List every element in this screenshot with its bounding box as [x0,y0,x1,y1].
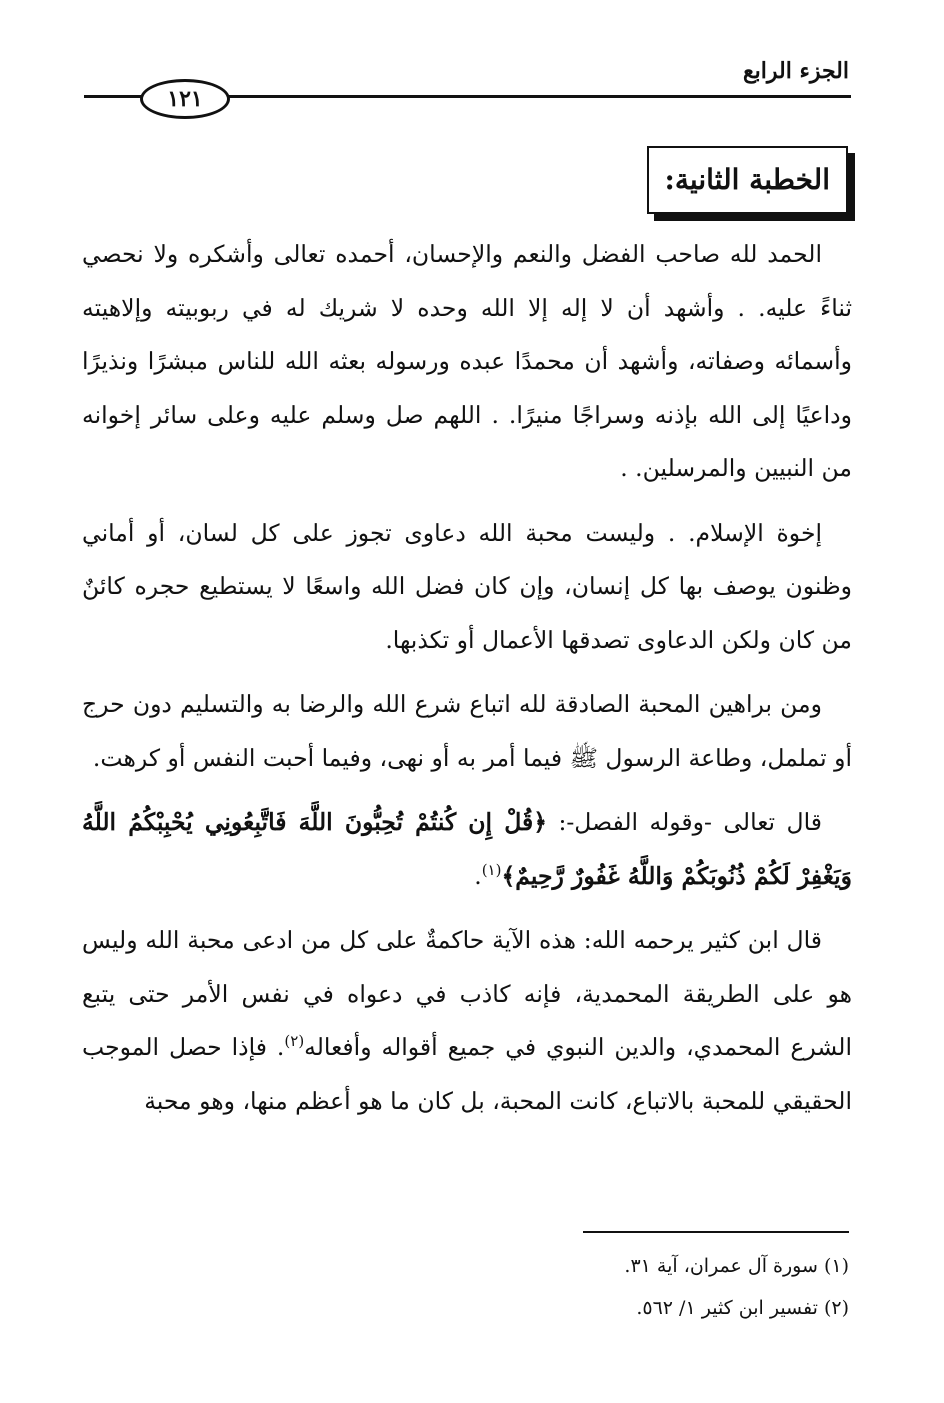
running-title: الجزء الرابع [742,58,849,84]
paragraph-opening: الحمد لله صاحب الفضل والنعم والإحسان، أحمده تعالى وأشكره ولا نحصي ثناءً عليه. . وأشهد أن لا إله إلا الله وحده لا شريك له في ربوبيته وإلاهيته وأسمائه وصفاته، وأشهد أن محمدًا عبده ورسوله بعثه الله للناس مبشرًا ونذيرًا وداعيًا إلى الله بإذنه وسراجًا منيرًا. . اللهم صل وسلم عليه وعلى سائر إخوانه من النبيين والمرسلين. . [82,240,852,482]
quran-verse: ﴿قُلْ إِن كُنتُمْ تُحِبُّونَ اللَّهَ فَاتَّبِعُونِي يُحْبِبْكُمُ اللَّهُ وَيَغْفِرْ لَكُمْ ذُنُوبَكُمْ وَاللَّهُ غَفُورٌ رَّحِيمٌ﴾ [82,808,852,890]
page-number-badge: ١٢١ [140,79,230,119]
footnote-rule [583,1231,849,1233]
footnotes [349,1245,849,1329]
footnote-ref-2: (٢) [284,1032,305,1051]
ibn-kathir-part2: . فإذا حصل الموجب الحقيقي للمحبة بالاتباع، كانت المحبة، بل كان ما هو أعظم منها، وهو محبة [82,1033,852,1115]
footnote-2: (٢) تفسير ابن كثير ١/ ٥٦٢. [636,1297,849,1319]
footnote-ref-1: (١) [481,860,502,879]
quran-intro: قال تعالى -وقوله الفصل-: [547,808,822,836]
paragraph-love-of-allah: إخوة الإسلام. . وليست محبة الله دعاوى تجوز على كل لسان، أو أماني وظنون يوصف بها كل إنسان، وإن كان فضل الله واسعًا لا يستطيع حجره كائنٌ من كان ولكن الدعاوى تصدقها الأعمال أو تكذبها. [82,518,852,654]
paragraph-proofs: ومن براهين المحبة الصادقة لله اتباع شرع الله والرضا به والتسليم دون حرج أو تململ، وطاعة الرسول ﷺ فيما أمر به أو نهى، وفيما أحبت النفس أو كرهت. [82,690,852,772]
paragraph-ibn-kathir [82,914,852,1128]
footnote-1: (١) سورة آل عمران، آية ٣١. [624,1255,849,1277]
quran-end: . [474,861,482,890]
section-title: الخطبة الثانية: [647,146,848,214]
body-text [82,228,852,1139]
paragraph-quran [82,796,852,903]
ibn-kathir-part1: قال ابن كثير يرحمه الله: هذه الآية حاكمةٌ على كل من ادعى محبة الله وليس هو على الطريقة المحمدية، فإنه كاذب في دعواه في نفس الأمر حتى يتبع الشرع المحمدي، والدين النبوي في جميع أقواله وأفعاله [82,926,852,1061]
